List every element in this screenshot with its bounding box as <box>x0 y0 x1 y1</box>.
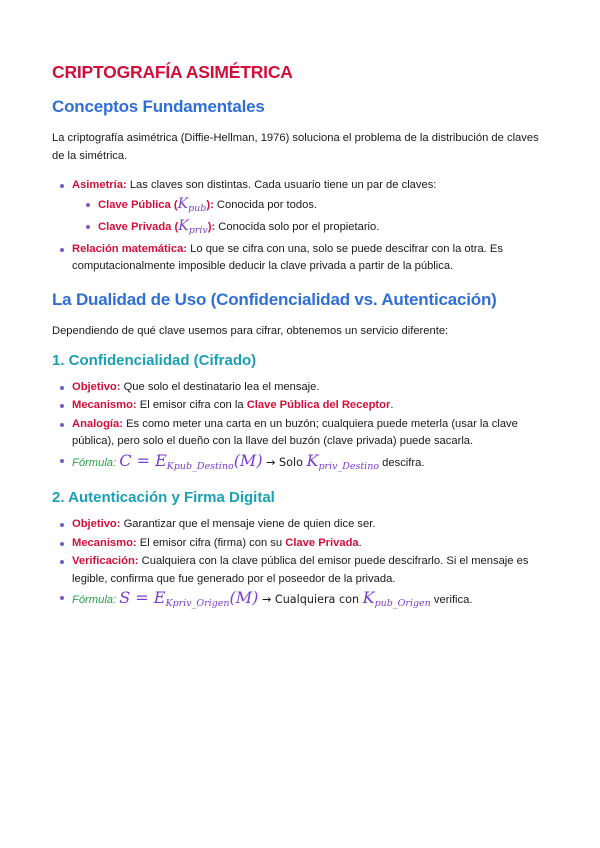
analogia-label: Analogía: <box>72 417 123 430</box>
mecanismo-auth-end: . <box>358 536 362 549</box>
list-item-asimetria <box>72 177 548 240</box>
fundamentals-list <box>52 177 548 276</box>
fundamentals-intro: La criptografía asimétrica (Diffie-Hellman, 1976) soluciona el problema de la distribución de claves de la simétrica. <box>52 132 539 162</box>
duality-intro: Dependiendo de qué clave usemos para cifrar, obtenemos un servicio diferente: <box>52 324 449 337</box>
public-key-text: Conocida por todos. <box>213 198 318 211</box>
objetivo-auth-label: Objetivo: <box>72 518 121 530</box>
formula-auth-key: $K_{pub\_Origen}$ <box>362 588 431 609</box>
mecanismo-end: . <box>390 399 394 411</box>
private-key-close: ): <box>207 221 216 233</box>
keys-sublist <box>72 196 548 240</box>
private-key-text: Conocida solo por el propietario. <box>215 221 380 233</box>
public-key-math: $K_{pub}$ <box>177 195 207 214</box>
list-item-objetivo-auth <box>72 516 548 534</box>
private-key-math: $K_{priv}$ <box>178 218 208 236</box>
objetivo-label: Objetivo: <box>72 380 121 393</box>
subheading-authentication: 2. Autenticación y Firma Digital <box>52 489 275 506</box>
mecanismo-auth-highlight: Clave Privada <box>285 536 359 549</box>
verificacion-text: Cualquiera con la clave pública del emisor puede descifrarlo. Si el mensaje es legible, confirma que fue generado por el poseedor de la privada. <box>72 555 529 585</box>
section-heading-duality: La Dualidad de Uso (Confidencialidad vs. Autenticación) <box>52 289 497 309</box>
confidentiality-list <box>52 379 548 476</box>
subheading-confidentiality: 1. Confidencialidad (Cifrado) <box>52 351 257 369</box>
mecanismo-auth-text: El emisor cifra (firma) con su <box>136 536 286 549</box>
list-item-private-key <box>98 218 548 240</box>
formula-auth-label: Fórmula: <box>72 594 117 606</box>
formula-end: descifra. <box>379 456 425 469</box>
formula-key: $K_{priv\_Destino}$ <box>306 450 380 472</box>
verificacion-label: Verificación: <box>72 555 139 567</box>
objetivo-auth-text: Garantizar que el mensaje viene de quien dice ser. <box>120 518 376 530</box>
relacion-text: Lo que se cifra con una, solo se puede descifrar con la otra. Es computacionalmente imposible deducir la clave privada a partir de la pública. <box>72 242 503 272</box>
formula-label: Fórmula: <box>72 456 117 469</box>
list-item-objetivo <box>72 379 548 397</box>
list-item-public-key <box>98 196 548 218</box>
document-title: CRIPTOGRAFÍA ASIMÉTRICA <box>52 62 293 82</box>
list-item-relacion <box>72 241 548 276</box>
list-item-mecanismo-auth <box>72 535 548 553</box>
asimetria-label: Asimetría: <box>72 179 127 191</box>
formula-auth-end: verifica. <box>430 594 473 606</box>
formula-arrow: → Solo <box>262 455 307 469</box>
objetivo-text: Que solo el destinatario lea el mensaje. <box>120 380 320 393</box>
private-key-label: Clave Privada ( <box>98 221 179 233</box>
mecanismo-text: El emisor cifra con la <box>136 399 247 411</box>
public-key-label: Clave Pública ( <box>98 198 178 211</box>
analogia-text: Es como meter una carta en un buzón; cualquiera puede meterla (usar la clave pública), pero solo el dueño con la llave del buzón (clave privada) puede sacarla. <box>72 417 518 447</box>
formula-math: $C = E_{Kpub\_Destino}(M)$ <box>119 450 263 472</box>
formula-auth-math: $S = E_{Kpriv\_Origen}(M)$ <box>119 588 259 609</box>
authentication-list <box>52 516 548 613</box>
asimetria-text: Las claves son distintas. Cada usuario tiene un par de claves: <box>126 179 437 191</box>
list-item-mecanismo <box>72 397 548 415</box>
list-item-verificacion <box>72 553 548 588</box>
mecanismo-label: Mecanismo: <box>72 399 137 411</box>
relacion-label: Relación matemática: <box>72 242 188 255</box>
mecanismo-highlight: Clave Pública del Receptor <box>246 399 391 411</box>
formula-auth-arrow: → Cualquiera con <box>258 593 363 606</box>
section-heading-fundamentals: Conceptos Fundamentales <box>52 97 265 116</box>
mecanismo-auth-label: Mecanismo: <box>72 536 137 549</box>
list-item-formula <box>72 452 548 476</box>
list-item-formula-auth <box>72 589 548 613</box>
public-key-close: ): <box>206 198 214 211</box>
list-item-analogia <box>72 416 548 451</box>
